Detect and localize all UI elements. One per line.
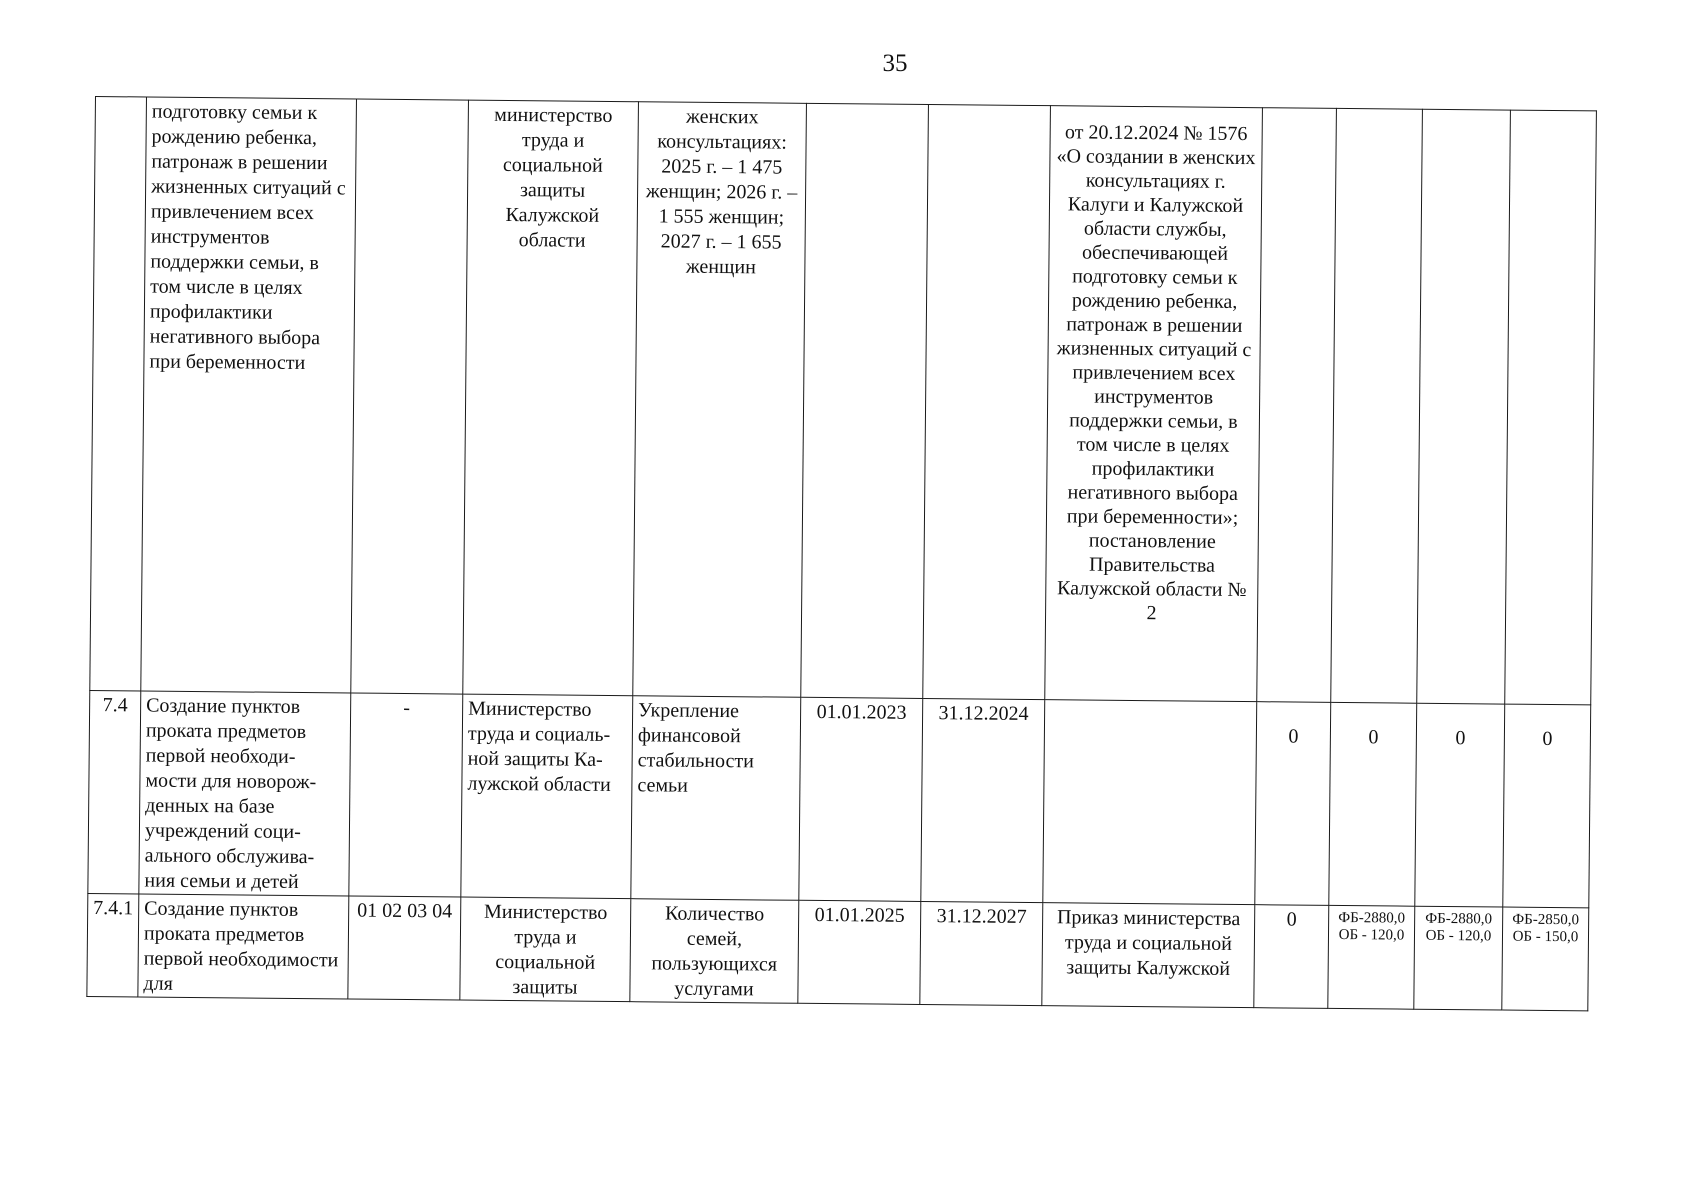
legal-basis: от 20.12.2024 № 1576 «О создании в женских консультациях г. Калуги и Калужской области службы, обеспечивающей подготовку семьи к рождению ребенка, патронаж в решении жизненных ситуаций с привлечением всех инструментов поддержки семьи, в том числе в целях профилактики негативного выбора при беременности»; постановление Правительства Калужской области № 2 xyxy=(1045,106,1263,702)
measures-table xyxy=(86,96,1597,1011)
table-row xyxy=(90,97,1597,705)
funding-2026: 0 xyxy=(1415,703,1505,907)
start-date: 01.01.2023 xyxy=(799,697,923,901)
end-date: 31.12.2024 xyxy=(921,698,1045,902)
funding-2027: ФБ-2850,0 ОБ - 150,0 xyxy=(1502,907,1589,1011)
funding-2025: ФБ-2880,0 ОБ - 120,0 xyxy=(1328,905,1415,1009)
funding-2025: 0 xyxy=(1329,702,1417,906)
funding-2026: ФБ-2880,0 ОБ - 120,0 xyxy=(1414,906,1503,1010)
funding-2027: 0 xyxy=(1503,704,1591,908)
measure-name: Создание пунктов проката предметов первой необходимости для xyxy=(138,894,349,999)
executor: Министерство труда и социальной защиты xyxy=(460,897,631,1002)
page-number: 35 xyxy=(882,50,908,77)
table-sheet xyxy=(86,96,1597,1011)
expected-result: Укрепление финансовой стабильности семьи xyxy=(631,696,801,901)
legal-basis: Приказ министерства труда и социальной защиты Калужской xyxy=(1042,903,1255,1008)
row-number: 7.4.1 xyxy=(87,893,139,996)
expected-result: женских консультациях: 2025 г. – 1 475 женщин; 2026 г. – 1 555 женщин; 2027 г. – 1 655 женщин xyxy=(633,102,807,698)
executor: Министерство труда и социаль-ной защиты Ка-лужской области xyxy=(461,694,633,899)
start-date: 01.01.2025 xyxy=(798,900,921,1004)
executor: министерство труда и социальной защиты Калужской области xyxy=(463,100,639,696)
funding-2026 xyxy=(1417,109,1511,704)
end-date: 31.12.2027 xyxy=(920,901,1043,1005)
end-date xyxy=(923,105,1051,700)
expected-result: Количество семей, пользующихся услугами xyxy=(630,899,799,1004)
budget-code: 01 02 03 04 xyxy=(348,896,461,1000)
row-number: 7.4 xyxy=(88,690,141,893)
start-date xyxy=(801,103,929,698)
funding-2027 xyxy=(1505,110,1597,705)
measure-name: Создание пунктов проката предметов первой необходи-мости для новорож-денных на базе учреждений соци-ального обслужива-ния семьи и детей xyxy=(139,691,351,896)
budget-code: - xyxy=(349,693,463,897)
measure-name: подготовку семьи к рождению ребенка, патронаж в решении жизненных ситуаций с привлечением всех инструментов поддержки семьи, в том числе в целях профилактики негативного выбора при беременности xyxy=(141,97,357,693)
funding-2024 xyxy=(1257,108,1337,703)
table-row xyxy=(88,690,1591,907)
funding-2025 xyxy=(1331,108,1423,703)
row-number xyxy=(90,97,147,691)
budget-code xyxy=(351,99,469,694)
table-row xyxy=(87,893,1589,1010)
funding-2024: 0 xyxy=(1254,905,1329,1009)
funding-2024: 0 xyxy=(1255,702,1331,906)
legal-basis xyxy=(1043,700,1257,905)
